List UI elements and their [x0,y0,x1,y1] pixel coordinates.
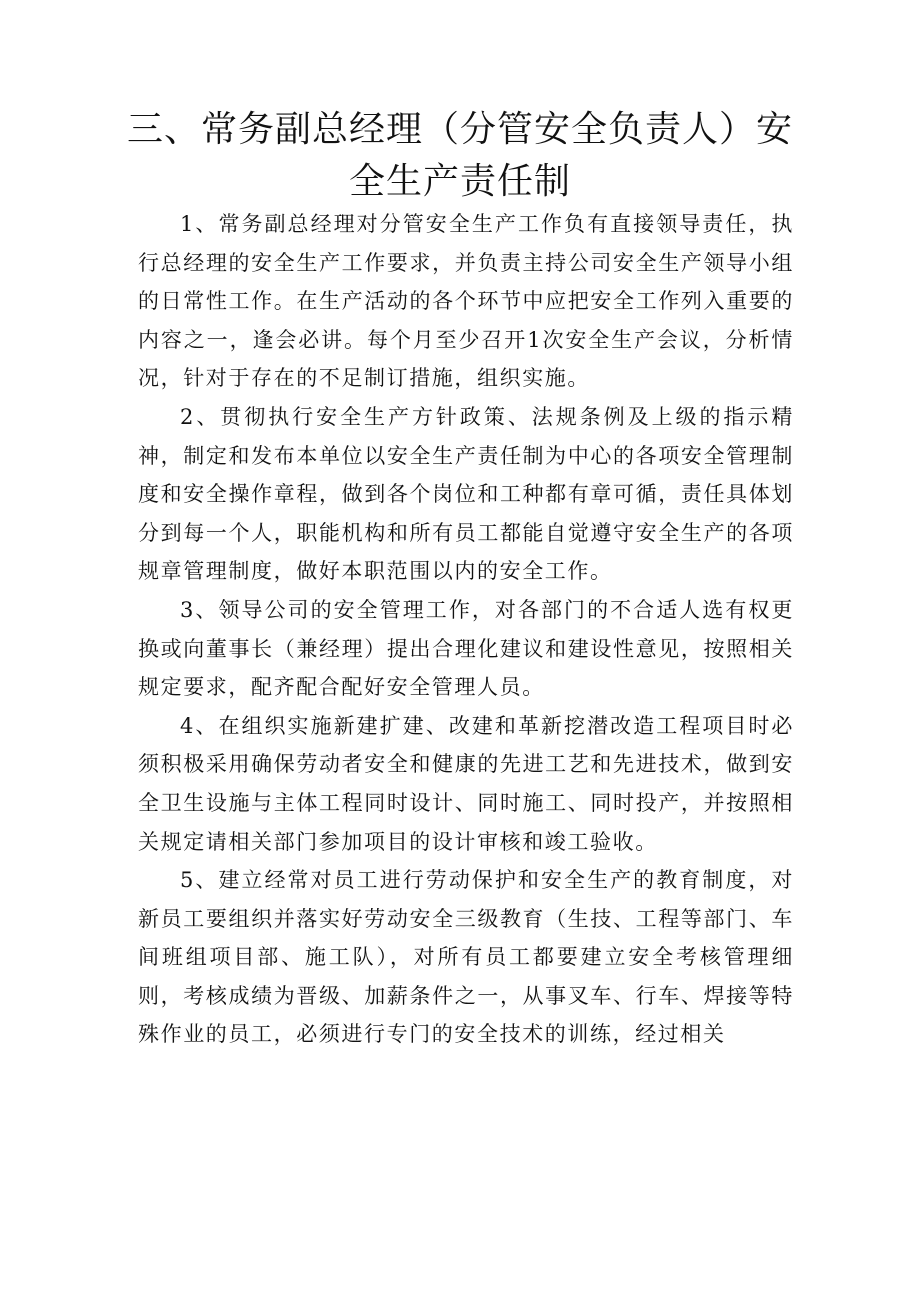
paragraph-2: 2、贯彻执行安全生产方针政策、法规条例及上级的指示精神，制定和发布本单位以安全生产责任制为中心的各项安全管理制度和安全操作章程，做到各个岗位和工种都有章可循，责任具体划分到每一个人，职能机构和所有员工都能自觉遵守安全生产的各项规章管理制度，做好本职范围以内的安全工作。 [138,404,794,584]
paragraph-4: 4、在组织实施新建扩建、改建和革新挖潜改造工程项目时必须积极采用确保劳动者安全和健康的先进工艺和先进技术，做到安全卫生设施与主体工程同时设计、同时施工、同时投产，并按照相关规定请相关部门参加项目的设计审核和竣工验收。 [138,713,794,854]
document-title: 三、常务副总经理（分管安全负责人）安全生产责任制 [126,109,793,202]
paragraph-5: 5、建立经常对员工进行劳动保护和安全生产的教育制度，对新员工要组织并落实好劳动安全三级教育（生技、工程等部门、车间班组项目部、施工队），对所有员工都要建立安全考核管理细则，考核成绩为晋级、加薪条件之一，从事叉车、行车、焊接等特殊作业的员工，必须进行专门的安全技术的训练，经过相关 [138,868,794,1047]
paragraph-1: 1、常务副总经理对分管安全生产工作负有直接领导责任，执行总经理的安全生产工作要求，并负责主持公司安全生产领导小组的日常性工作。在生产活动的各个环节中应把安全工作列入重要的内容之一，逢会必讲。每个月至少召开1次安全生产会议，分析情况，针对于存在的不足制订措施，组织实施。 [138,212,794,391]
paragraph-3: 3、领导公司的安全管理工作，对各部门的不合适人选有权更换或向董事长（兼经理）提出合理化建议和建设性意见，按照相关规定要求，配齐配合配好安全管理人员。 [138,597,794,700]
document-body [138,205,794,1054]
